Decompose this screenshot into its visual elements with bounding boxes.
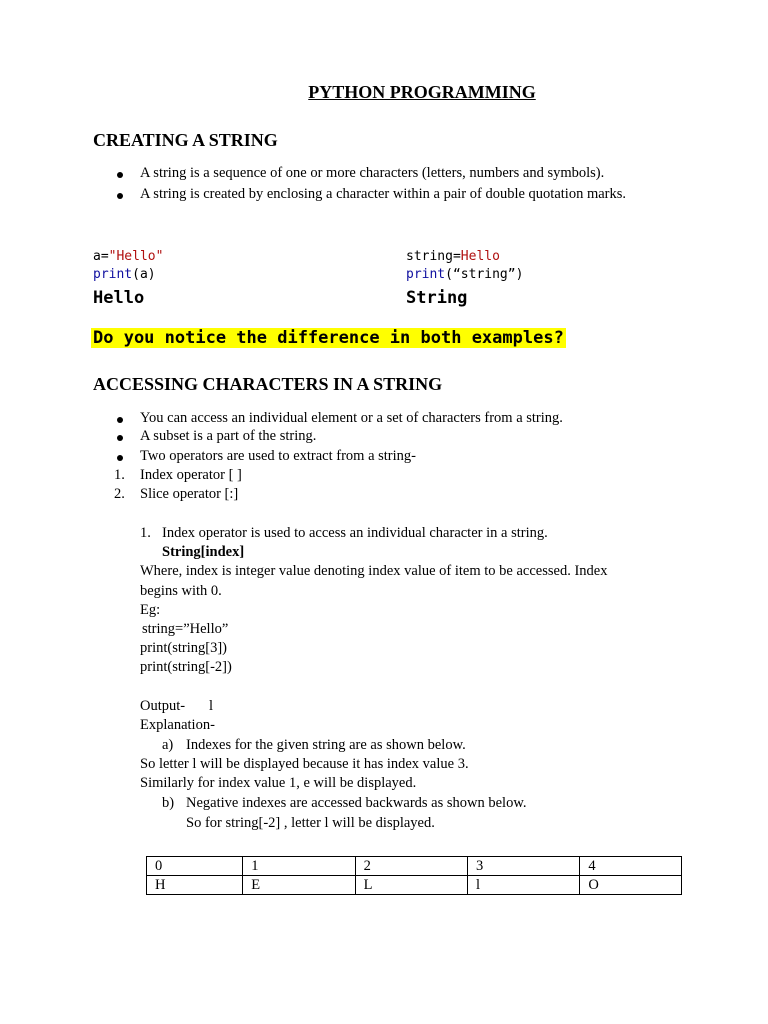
bullet-text: A subset is a part of the string. — [140, 428, 317, 444]
table-row-indexes — [147, 857, 682, 876]
example-left-output: Hello — [93, 288, 145, 308]
table-cell: 0 — [147, 857, 243, 876]
code-string: Hello — [460, 249, 500, 264]
example-right-line2 — [406, 267, 523, 282]
code-var: string= — [406, 249, 461, 264]
bullet-icon — [117, 193, 123, 199]
output-value: l — [209, 698, 214, 714]
bullet-text: A string is a sequence of one or more characters (letters, numbers and symbols). — [140, 165, 605, 181]
table-cell: E — [243, 876, 355, 895]
output-label: Output- — [140, 698, 186, 714]
bullet-icon — [117, 435, 123, 441]
code-args: (“string”) — [445, 267, 524, 282]
table-cell: 4 — [580, 857, 682, 876]
explanation-label: Explanation- — [140, 717, 215, 733]
bullet-text: You can access an individual element or a set of characters from a string. — [140, 410, 563, 426]
item-text: Negative indexes are accessed backwards as shown below. — [186, 795, 527, 811]
example-right-line1 — [406, 249, 500, 264]
item-text: Index operator [ ] — [140, 467, 242, 483]
page-title: PYTHON PROGRAMMING — [308, 82, 536, 102]
table-cell: L — [355, 876, 467, 895]
section-heading-creating-string: CREATING A STRING — [93, 130, 278, 150]
table-cell: 1 — [243, 857, 355, 876]
table-cell: l — [467, 876, 579, 895]
bullet-icon — [117, 417, 123, 423]
code-string: "Hello" — [108, 249, 164, 264]
code-line: string=”Hello” — [142, 621, 229, 637]
item-text: Indexes for the given string are as shown below. — [186, 737, 466, 753]
item-number: 1. — [140, 525, 151, 541]
table-cell: H — [147, 876, 243, 895]
item-text: Index operator is used to access an individual character in a string. — [162, 525, 548, 541]
index-table — [146, 856, 682, 895]
item-letter: a) — [162, 737, 174, 753]
code-args: (a) — [132, 267, 156, 282]
where-line-1: Where, index is integer value denoting index value of item to be accessed. Index — [140, 563, 608, 579]
detail-numbered-item — [140, 525, 548, 542]
code-keyword: print — [93, 267, 133, 282]
section-heading-accessing-characters: ACCESSING CHARACTERS IN A STRING — [93, 374, 443, 394]
item-number: 1. — [114, 467, 125, 483]
code-keyword: print — [406, 267, 446, 282]
example-left-line1 — [93, 249, 163, 264]
example-right-output: String — [406, 288, 468, 308]
item-text: Slice operator [:] — [140, 486, 239, 502]
numbered-item — [114, 467, 242, 484]
table-cell: 3 — [467, 857, 579, 876]
bullet-text: Two operators are used to extract from a string- — [140, 448, 416, 464]
example-left-line2 — [93, 267, 156, 282]
syntax-line: String[index] — [162, 544, 245, 560]
numbered-item — [114, 486, 239, 503]
explanation-line: So letter l will be displayed because it has index value 3. — [140, 756, 469, 772]
eg-label: Eg: — [140, 602, 161, 618]
item-number: 2. — [114, 486, 125, 502]
explanation-line: Similarly for index value 1, e will be displayed. — [140, 775, 417, 791]
table-row-letters — [147, 876, 682, 895]
item-letter: b) — [162, 795, 175, 811]
code-var: a= — [93, 249, 109, 264]
table-cell: 2 — [355, 857, 467, 876]
code-line: print(string[-2]) — [140, 659, 232, 675]
bullet-text: A string is created by enclosing a character within a pair of double quotation marks. — [140, 186, 627, 202]
where-line-2: begins with 0. — [140, 583, 222, 599]
question-highlight: Do you notice the difference in both examples? — [93, 328, 564, 348]
code-line: print(string[3]) — [140, 640, 227, 656]
lettered-item-b — [162, 795, 527, 812]
bullet-icon — [117, 455, 123, 461]
table-cell: O — [580, 876, 682, 895]
bullet-icon — [117, 172, 123, 178]
lettered-item-a — [162, 737, 466, 754]
output-line — [140, 698, 214, 715]
explanation-line: So for string[-2] , letter l will be displayed. — [186, 815, 435, 831]
